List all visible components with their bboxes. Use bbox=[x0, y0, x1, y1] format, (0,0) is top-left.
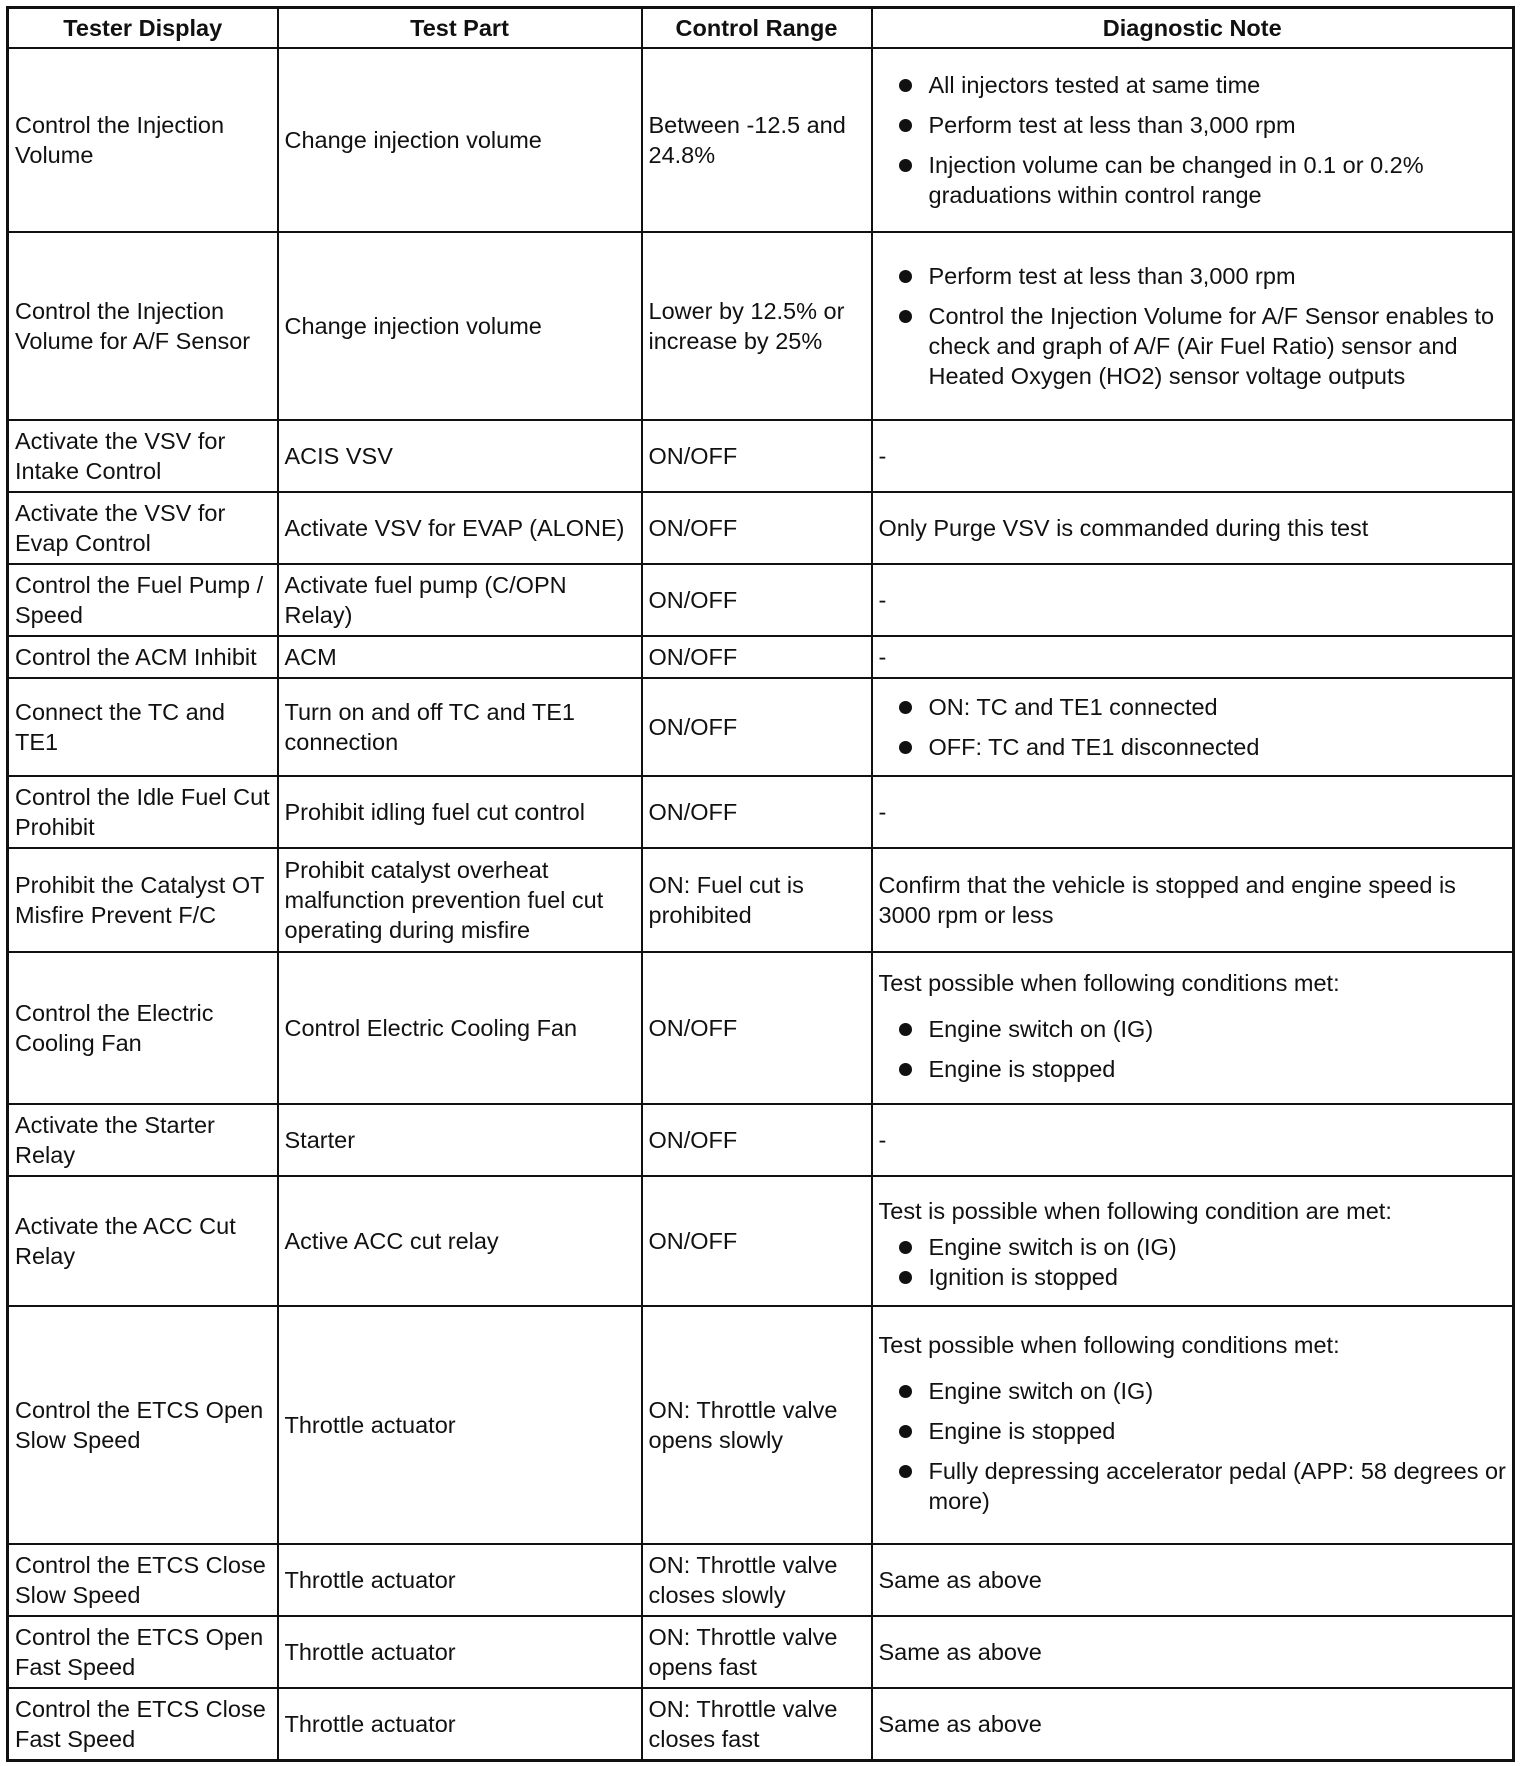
diagnostic-note-cell: - bbox=[872, 420, 1514, 492]
note-bullet-item: Perform test at less than 3,000 rpm bbox=[879, 261, 1507, 291]
control-range-cell: ON: Throttle valve opens slowly bbox=[642, 1306, 872, 1544]
note-intro: Test possible when following conditions met: bbox=[878, 1332, 1340, 1358]
note-bullet-item: Engine switch on (IG) bbox=[879, 1014, 1507, 1044]
tester-display-cell: Connect the TC and TE1 bbox=[8, 678, 278, 776]
control-range-cell: ON/OFF bbox=[642, 678, 872, 776]
table-row bbox=[8, 776, 1514, 848]
test-part-cell: Prohibit idling fuel cut control bbox=[278, 776, 642, 848]
diagnostic-note-cell: Same as above bbox=[872, 1616, 1514, 1688]
test-part-cell: Throttle actuator bbox=[278, 1616, 642, 1688]
note-bullet-item: Engine is stopped bbox=[879, 1416, 1507, 1446]
tester-display-cell: Prohibit the Catalyst OT Misfire Prevent F/C bbox=[8, 848, 278, 952]
table-row bbox=[8, 636, 1514, 678]
table-row bbox=[8, 678, 1514, 776]
control-range-cell: ON/OFF bbox=[642, 636, 872, 678]
tester-display-cell: Activate the Starter Relay bbox=[8, 1104, 278, 1176]
table-row bbox=[8, 232, 1514, 420]
note-bullet-item: Fully depressing accelerator pedal (APP: 58 degrees or more) bbox=[879, 1456, 1507, 1516]
note-intro: Test possible when following conditions met: bbox=[878, 970, 1340, 996]
note-bullet-item: OFF: TC and TE1 disconnected bbox=[879, 732, 1507, 762]
tester-display-cell: Control the Idle Fuel Cut Prohibit bbox=[8, 776, 278, 848]
header-tester-display: Tester Display bbox=[8, 8, 278, 49]
control-range-cell: ON: Throttle valve opens fast bbox=[642, 1616, 872, 1688]
note-bullet-list bbox=[879, 58, 1507, 222]
diagnostic-note-cell bbox=[872, 1176, 1514, 1306]
test-part-cell: Prohibit catalyst overheat malfunction prevention fuel cut operating during misfire bbox=[278, 848, 642, 952]
note-bullet-item: Engine switch is on (IG) bbox=[879, 1232, 1507, 1262]
tester-display-cell: Control the ETCS Open Fast Speed bbox=[8, 1616, 278, 1688]
tester-display-cell: Control the ETCS Close Fast Speed bbox=[8, 1688, 278, 1760]
header-control-range: Control Range bbox=[642, 8, 872, 49]
tester-display-cell: Control the Injection Volume bbox=[8, 48, 278, 232]
table-row bbox=[8, 1306, 1514, 1544]
header-diagnostic-note: Diagnostic Note bbox=[872, 8, 1514, 49]
diagnostic-note-cell bbox=[872, 1306, 1514, 1544]
diagnostic-note-cell: Same as above bbox=[872, 1544, 1514, 1616]
note-bullet-list bbox=[879, 249, 1507, 403]
test-part-cell: Change injection volume bbox=[278, 48, 642, 232]
note-bullet-list bbox=[879, 1230, 1507, 1294]
diagnostic-note-cell bbox=[872, 678, 1514, 776]
test-part-cell: Starter bbox=[278, 1104, 642, 1176]
note-bullet-item: ON: TC and TE1 connected bbox=[879, 692, 1507, 722]
test-part-cell: Turn on and off TC and TE1 connection bbox=[278, 678, 642, 776]
test-part-cell: Change injection volume bbox=[278, 232, 642, 420]
table-row bbox=[8, 1544, 1514, 1616]
note-intro: Test is possible when following condition are met: bbox=[878, 1198, 1392, 1224]
note-bullet-item: Ignition is stopped bbox=[879, 1262, 1507, 1292]
note-bullet-item: Engine switch on (IG) bbox=[879, 1376, 1507, 1406]
test-part-cell: Activate VSV for EVAP (ALONE) bbox=[278, 492, 642, 564]
diagnostic-note-cell: - bbox=[872, 564, 1514, 636]
tester-display-cell: Activate the ACC Cut Relay bbox=[8, 1176, 278, 1306]
diagnostic-note-cell: Same as above bbox=[872, 1688, 1514, 1760]
test-part-cell: Active ACC cut relay bbox=[278, 1176, 642, 1306]
tester-display-cell: Activate the VSV for Intake Control bbox=[8, 420, 278, 492]
tester-display-cell: Control the Fuel Pump / Speed bbox=[8, 564, 278, 636]
table-row bbox=[8, 952, 1514, 1104]
control-range-cell: ON: Throttle valve closes fast bbox=[642, 1688, 872, 1760]
tester-display-cell: Control the Injection Volume for A/F Sensor bbox=[8, 232, 278, 420]
test-part-cell: ACIS VSV bbox=[278, 420, 642, 492]
active-test-table bbox=[6, 6, 1515, 1762]
diagnostic-note-cell: - bbox=[872, 636, 1514, 678]
diagnostic-note-cell bbox=[872, 48, 1514, 232]
diagnostic-note-cell: Only Purge VSV is commanded during this test bbox=[872, 492, 1514, 564]
table-row bbox=[8, 1616, 1514, 1688]
table-row bbox=[8, 1104, 1514, 1176]
note-bullet-item: Engine is stopped bbox=[879, 1054, 1507, 1084]
control-range-cell: Lower by 12.5% or increase by 25% bbox=[642, 232, 872, 420]
control-range-cell: ON/OFF bbox=[642, 1176, 872, 1306]
table-row bbox=[8, 564, 1514, 636]
diagnostic-note-cell bbox=[872, 952, 1514, 1104]
control-range-cell: ON: Fuel cut is prohibited bbox=[642, 848, 872, 952]
test-part-cell: Control Electric Cooling Fan bbox=[278, 952, 642, 1104]
note-bullet-item: Control the Injection Volume for A/F Sensor enables to check and graph of A/F (Air Fuel Ratio) sensor and Heated Oxygen (HO2) sensor voltage outputs bbox=[879, 301, 1507, 391]
test-part-cell: Activate fuel pump (C/OPN Relay) bbox=[278, 564, 642, 636]
control-range-cell: ON: Throttle valve closes slowly bbox=[642, 1544, 872, 1616]
test-part-cell: ACM bbox=[278, 636, 642, 678]
note-bullet-item: Injection volume can be changed in 0.1 or 0.2% graduations within control range bbox=[879, 150, 1507, 210]
table-row bbox=[8, 420, 1514, 492]
control-range-cell: ON/OFF bbox=[642, 564, 872, 636]
test-part-cell: Throttle actuator bbox=[278, 1688, 642, 1760]
note-bullet-item: All injectors tested at same time bbox=[879, 70, 1507, 100]
test-part-cell: Throttle actuator bbox=[278, 1306, 642, 1544]
header-test-part: Test Part bbox=[278, 8, 642, 49]
table-row bbox=[8, 492, 1514, 564]
control-range-cell: ON/OFF bbox=[642, 492, 872, 564]
tester-display-cell: Control the ETCS Open Slow Speed bbox=[8, 1306, 278, 1544]
note-bullet-list bbox=[879, 680, 1507, 774]
note-bullet-list bbox=[879, 1002, 1507, 1096]
tester-display-cell: Control the ETCS Close Slow Speed bbox=[8, 1544, 278, 1616]
control-range-cell: ON/OFF bbox=[642, 420, 872, 492]
diagnostic-note-cell: - bbox=[872, 776, 1514, 848]
test-part-cell: Throttle actuator bbox=[278, 1544, 642, 1616]
note-bullet-item: Perform test at less than 3,000 rpm bbox=[879, 110, 1507, 140]
diagnostic-note-cell bbox=[872, 232, 1514, 420]
tester-display-cell: Control the ACM Inhibit bbox=[8, 636, 278, 678]
note-bullet-list bbox=[879, 1364, 1507, 1528]
table-row bbox=[8, 848, 1514, 952]
table-row bbox=[8, 48, 1514, 232]
diagnostic-note-cell: - bbox=[872, 1104, 1514, 1176]
control-range-cell: ON/OFF bbox=[642, 776, 872, 848]
tester-display-cell: Control the Electric Cooling Fan bbox=[8, 952, 278, 1104]
control-range-cell: ON/OFF bbox=[642, 952, 872, 1104]
diagnostic-note-cell: Confirm that the vehicle is stopped and engine speed is 3000 rpm or less bbox=[872, 848, 1514, 952]
table-row bbox=[8, 1176, 1514, 1306]
tester-display-cell: Activate the VSV for Evap Control bbox=[8, 492, 278, 564]
control-range-cell: ON/OFF bbox=[642, 1104, 872, 1176]
table-row bbox=[8, 1688, 1514, 1760]
header-row bbox=[8, 8, 1514, 49]
control-range-cell: Between -12.5 and 24.8% bbox=[642, 48, 872, 232]
